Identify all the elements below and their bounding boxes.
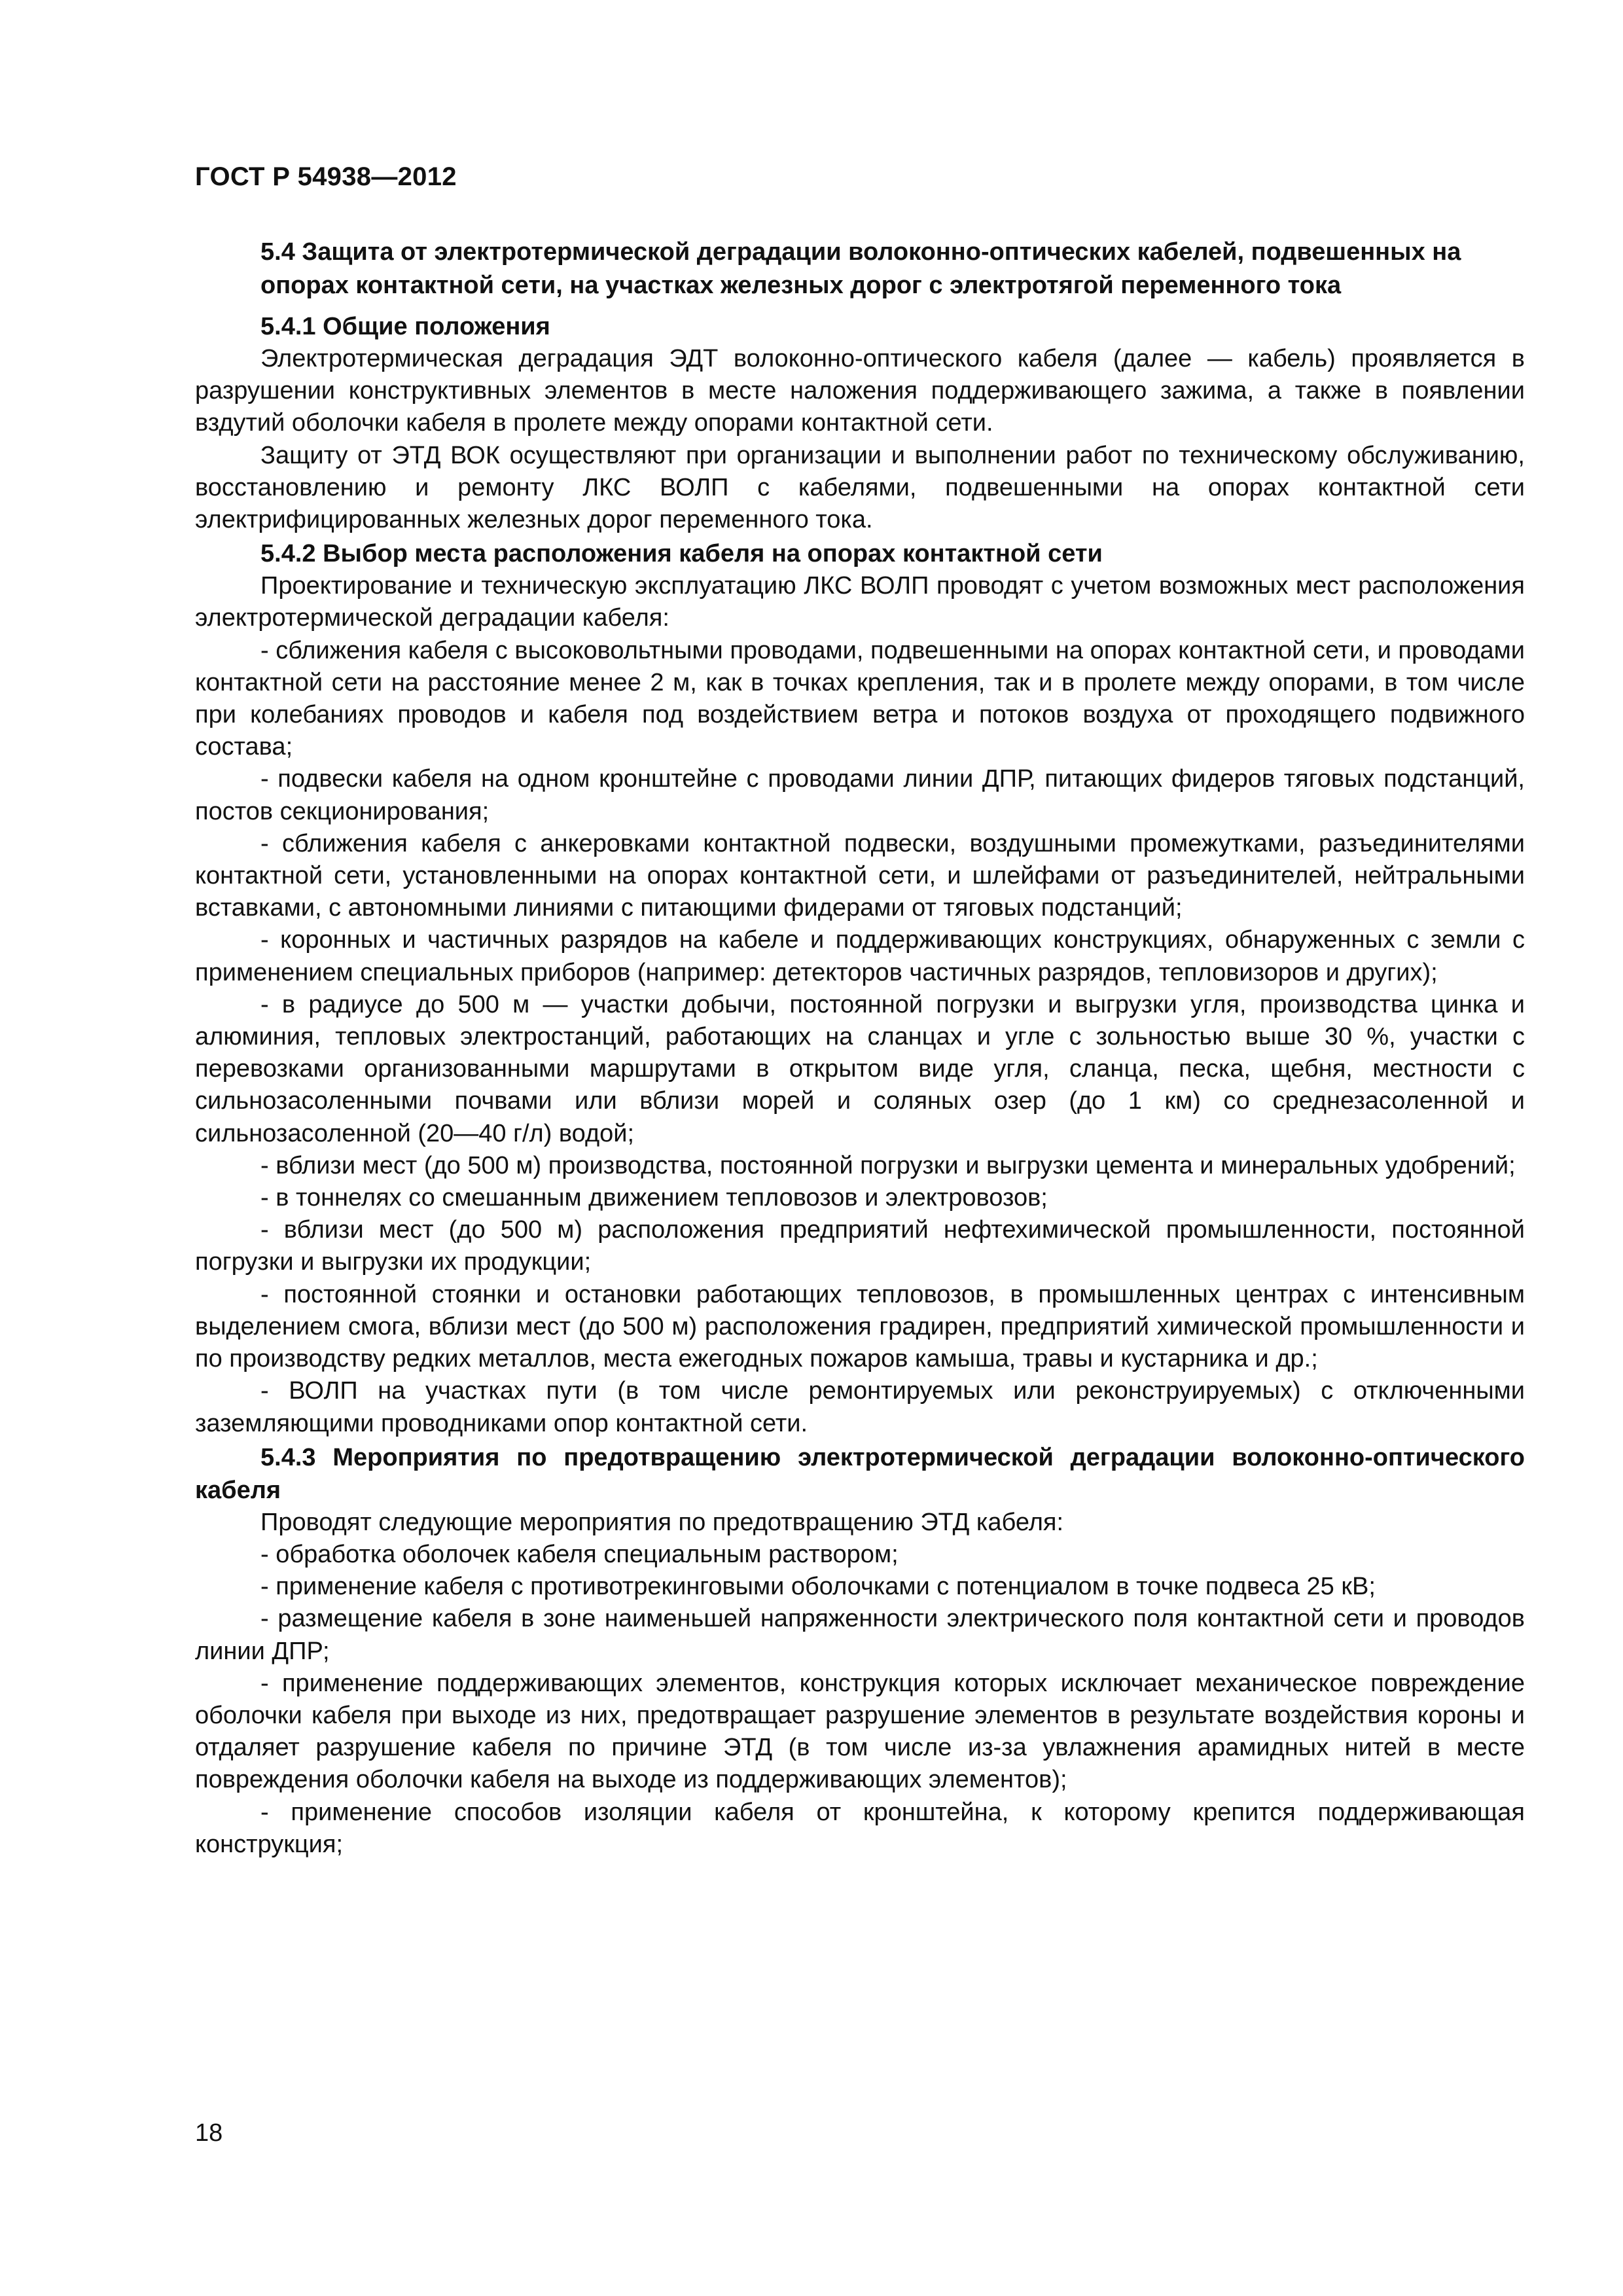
paragraph: Защиту от ЭТД ВОК осуществляют при организации и выполнении работ по техническому обслуживанию, восстановлению и ремонту ЛКС ВОЛП с кабелями, подвешенными на опорах контактной сети электрифицированных железных дорог переменного тока.: [195, 441, 1525, 534]
list-item: - ВОЛП на участках пути (в том числе ремонтируемых или реконструируемых) с отключенными заземляющими проводниками опор контактной сети.: [195, 1377, 1525, 1437]
list-item: - в тоннелях со смешанным движением тепловозов и электровозов;: [260, 1184, 1048, 1212]
subsection-heading-5-4-1: 5.4.1 Общие положения: [260, 313, 550, 340]
list-item: - обработка оболочек кабеля специальным раствором;: [260, 1540, 899, 1568]
document-code-header: ГОСТ Р 54938—2012: [195, 162, 457, 191]
list-item: - коронных и частичных разрядов на кабеле и поддерживающих конструкциях, обнаруженных с земли с применением специальных приборов (например: детекторов частичных разрядов, тепловизоров и других);: [195, 926, 1525, 986]
list-item: - размещение кабеля в зоне наименьшей напряженности электрического поля контактной сети и проводов линии ДПР;: [195, 1605, 1525, 1665]
page-number: 18: [195, 2119, 223, 2147]
list-item: - применение способов изоляции кабеля от кронштейна, к которому крепится поддерживающая конструкция;: [195, 1798, 1525, 1858]
list-item: - применение поддерживающих элементов, конструкция которых исключает механическое повреждение оболочки кабеля при выходе из них, предотвращает разрушение элементов в результате воздействия короны и отдаляет разрушение кабеля по причине ЭТД (в том числе из-за увлажнения арамидных нитей в месте повреждения оболочки кабеля на выходе из поддерживающих элементов);: [195, 1669, 1525, 1794]
list-item: - сближения кабеля с анкеровками контактной подвески, воздушными промежутками, разъединителями контактной сети, установленными на опорах контактной сети, и шлейфами от разъединителей, нейтральными вставками, с автономными линиями с питающими фидерами от тяговых подстанций;: [195, 829, 1525, 922]
list-item: - подвески кабеля на одном кронштейне с проводами линии ДПР, питающих фидеров тяговых подстанций, постов секционирования;: [195, 765, 1525, 825]
list-item: - применение кабеля с противотрекинговыми оболочками с потенциалом в точке подвеса 25 кВ;: [260, 1573, 1376, 1601]
list-item: - сближения кабеля с высоковольтными проводами, подвешенными на опорах контактной сети, и проводами контактной сети на расстояние менее 2 м, как в точках крепления, так и в пролете между опорами, в том числе при колебаниях проводов и кабеля под воздействием ветра и потоков воздуха от проходящего подвижного состава;: [195, 636, 1525, 761]
paragraph: Электротермическая деградация ЭДТ волоконно-оптического кабеля (далее — кабель) проявляется в разрушении конструктивных элементов в месте наложения поддерживающего зажима, а также в появлении вздутий оболочки кабеля в пролете между опорами контактной сети.: [195, 345, 1525, 437]
subsection-heading-5-4-3: 5.4.3 Мероприятия по предотвращению электротермической деградации волоконно-оптического кабеля: [195, 1443, 1525, 1504]
list-item: - вблизи мест (до 500 м) производства, постоянной погрузки и выгрузки цемента и минеральных удобрений;: [260, 1151, 1516, 1179]
subsection-heading-5-4-2: 5.4.2 Выбор места расположения кабеля на опорах контактной сети: [260, 540, 1103, 568]
section-heading-5-4: 5.4 Защита от электротермической деградации волоконно-оптических кабелей, подвешенных на опорах контактной сети, на участках железных дорог с электротягой переменного тока: [260, 238, 1461, 299]
paragraph: Проектирование и техническую эксплуатацию ЛКС ВОЛП проводят с учетом возможных мест расположения электротермической деградации кабеля:: [195, 572, 1525, 632]
list-item: - постоянной стоянки и остановки работающих тепловозов, в промышленных центрах с интенсивным выделением смога, вблизи мест (до 500 м) расположения градирен, предприятий химической промышленности и по производству редких металлов, места ежегодных пожаров камыша, травы и кустарника и др.;: [195, 1280, 1525, 1373]
list-item: - в радиусе до 500 м — участки добычи, постоянной погрузки и выгрузки угля, производства цинка и алюминия, тепловых электростанций, работающих на сланцах и угле с зольностью выше 30 %, участки с перевозками организованными маршрутами в открытом виде угля, сланца, песка, щебня, местности с сильнозасоленными почвами или вблизи морей и соляных озер (до 1 км) со среднезасоленной и сильнозасоленной (20—40 г/л) водой;: [195, 990, 1525, 1147]
paragraph: Проводят следующие мероприятия по предотвращению ЭТД кабеля:: [260, 1508, 1064, 1536]
page-content: [195, 236, 1525, 1861]
list-item: - вблизи мест (до 500 м) расположения предприятий нефтехимической промышленности, постоянной погрузки и выгрузки их продукции;: [195, 1216, 1525, 1276]
